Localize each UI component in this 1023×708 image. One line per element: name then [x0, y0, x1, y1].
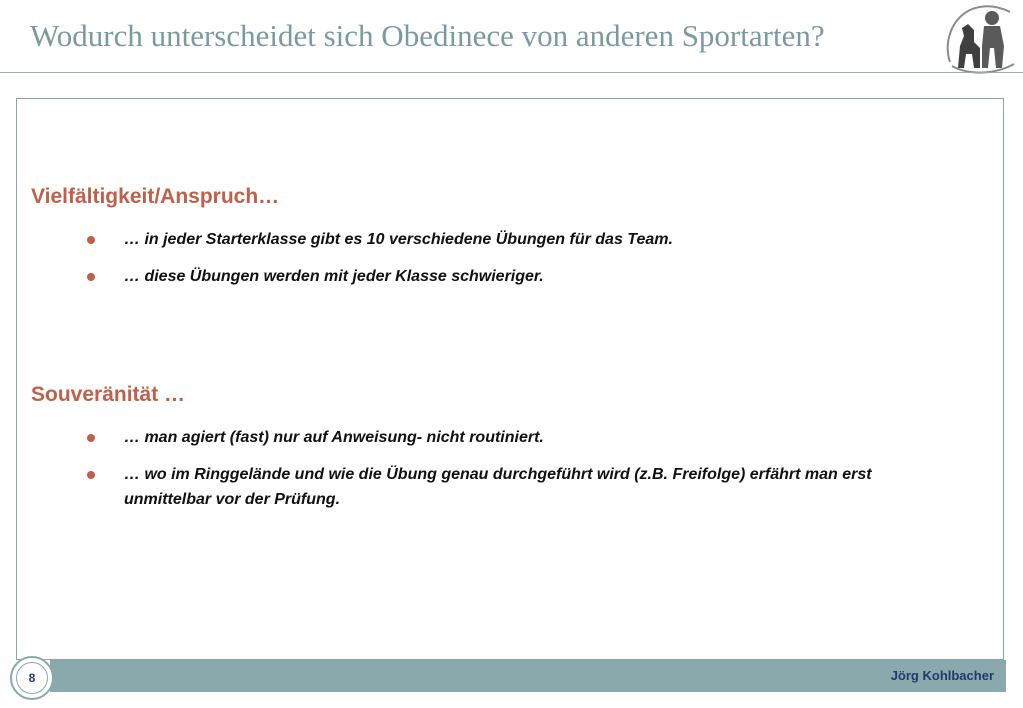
- bullet-item: [87, 425, 917, 450]
- bullet-item: [87, 462, 917, 512]
- section-heading-vielfaeltigkeit: Vielfältigkeit/Anspruch…: [31, 185, 280, 208]
- title-divider: [0, 72, 1023, 73]
- person-with-dog-icon: [940, 2, 1022, 76]
- bullet-text: … man agiert (fast) nur auf Anweisung- nicht routiniert.: [124, 429, 544, 446]
- bullet-item: [87, 264, 917, 289]
- footer-bar: [50, 660, 1006, 692]
- content-frame: [16, 98, 1004, 660]
- section-heading-souveraenitaet: Souveränität …: [31, 383, 186, 406]
- bullet-dot-icon: [87, 273, 95, 281]
- bullet-dot-icon: [87, 236, 95, 244]
- bullet-item: [87, 227, 917, 252]
- slide-title: Wodurch unterscheidet sich Obedinece von anderen Sportarten?: [30, 18, 825, 53]
- bullet-dot-icon: [87, 471, 95, 479]
- bullet-text: … diese Übungen werden mit jeder Klasse schwieriger.: [124, 268, 544, 285]
- bullet-dot-icon: [87, 434, 95, 442]
- footer-author: Jörg Kohlbacher: [890, 668, 994, 683]
- bullet-text: … in jeder Starterklasse gibt es 10 verschiedene Übungen für das Team.: [124, 231, 673, 248]
- page-number: 8: [16, 662, 48, 694]
- page-number-badge: [10, 656, 54, 700]
- bullet-text: … wo im Ringgelände und wie die Übung genau durchgeführt wird (z.B. Freifolge) erfährt man erst unmittelbar vor der Prüfung.: [124, 466, 872, 508]
